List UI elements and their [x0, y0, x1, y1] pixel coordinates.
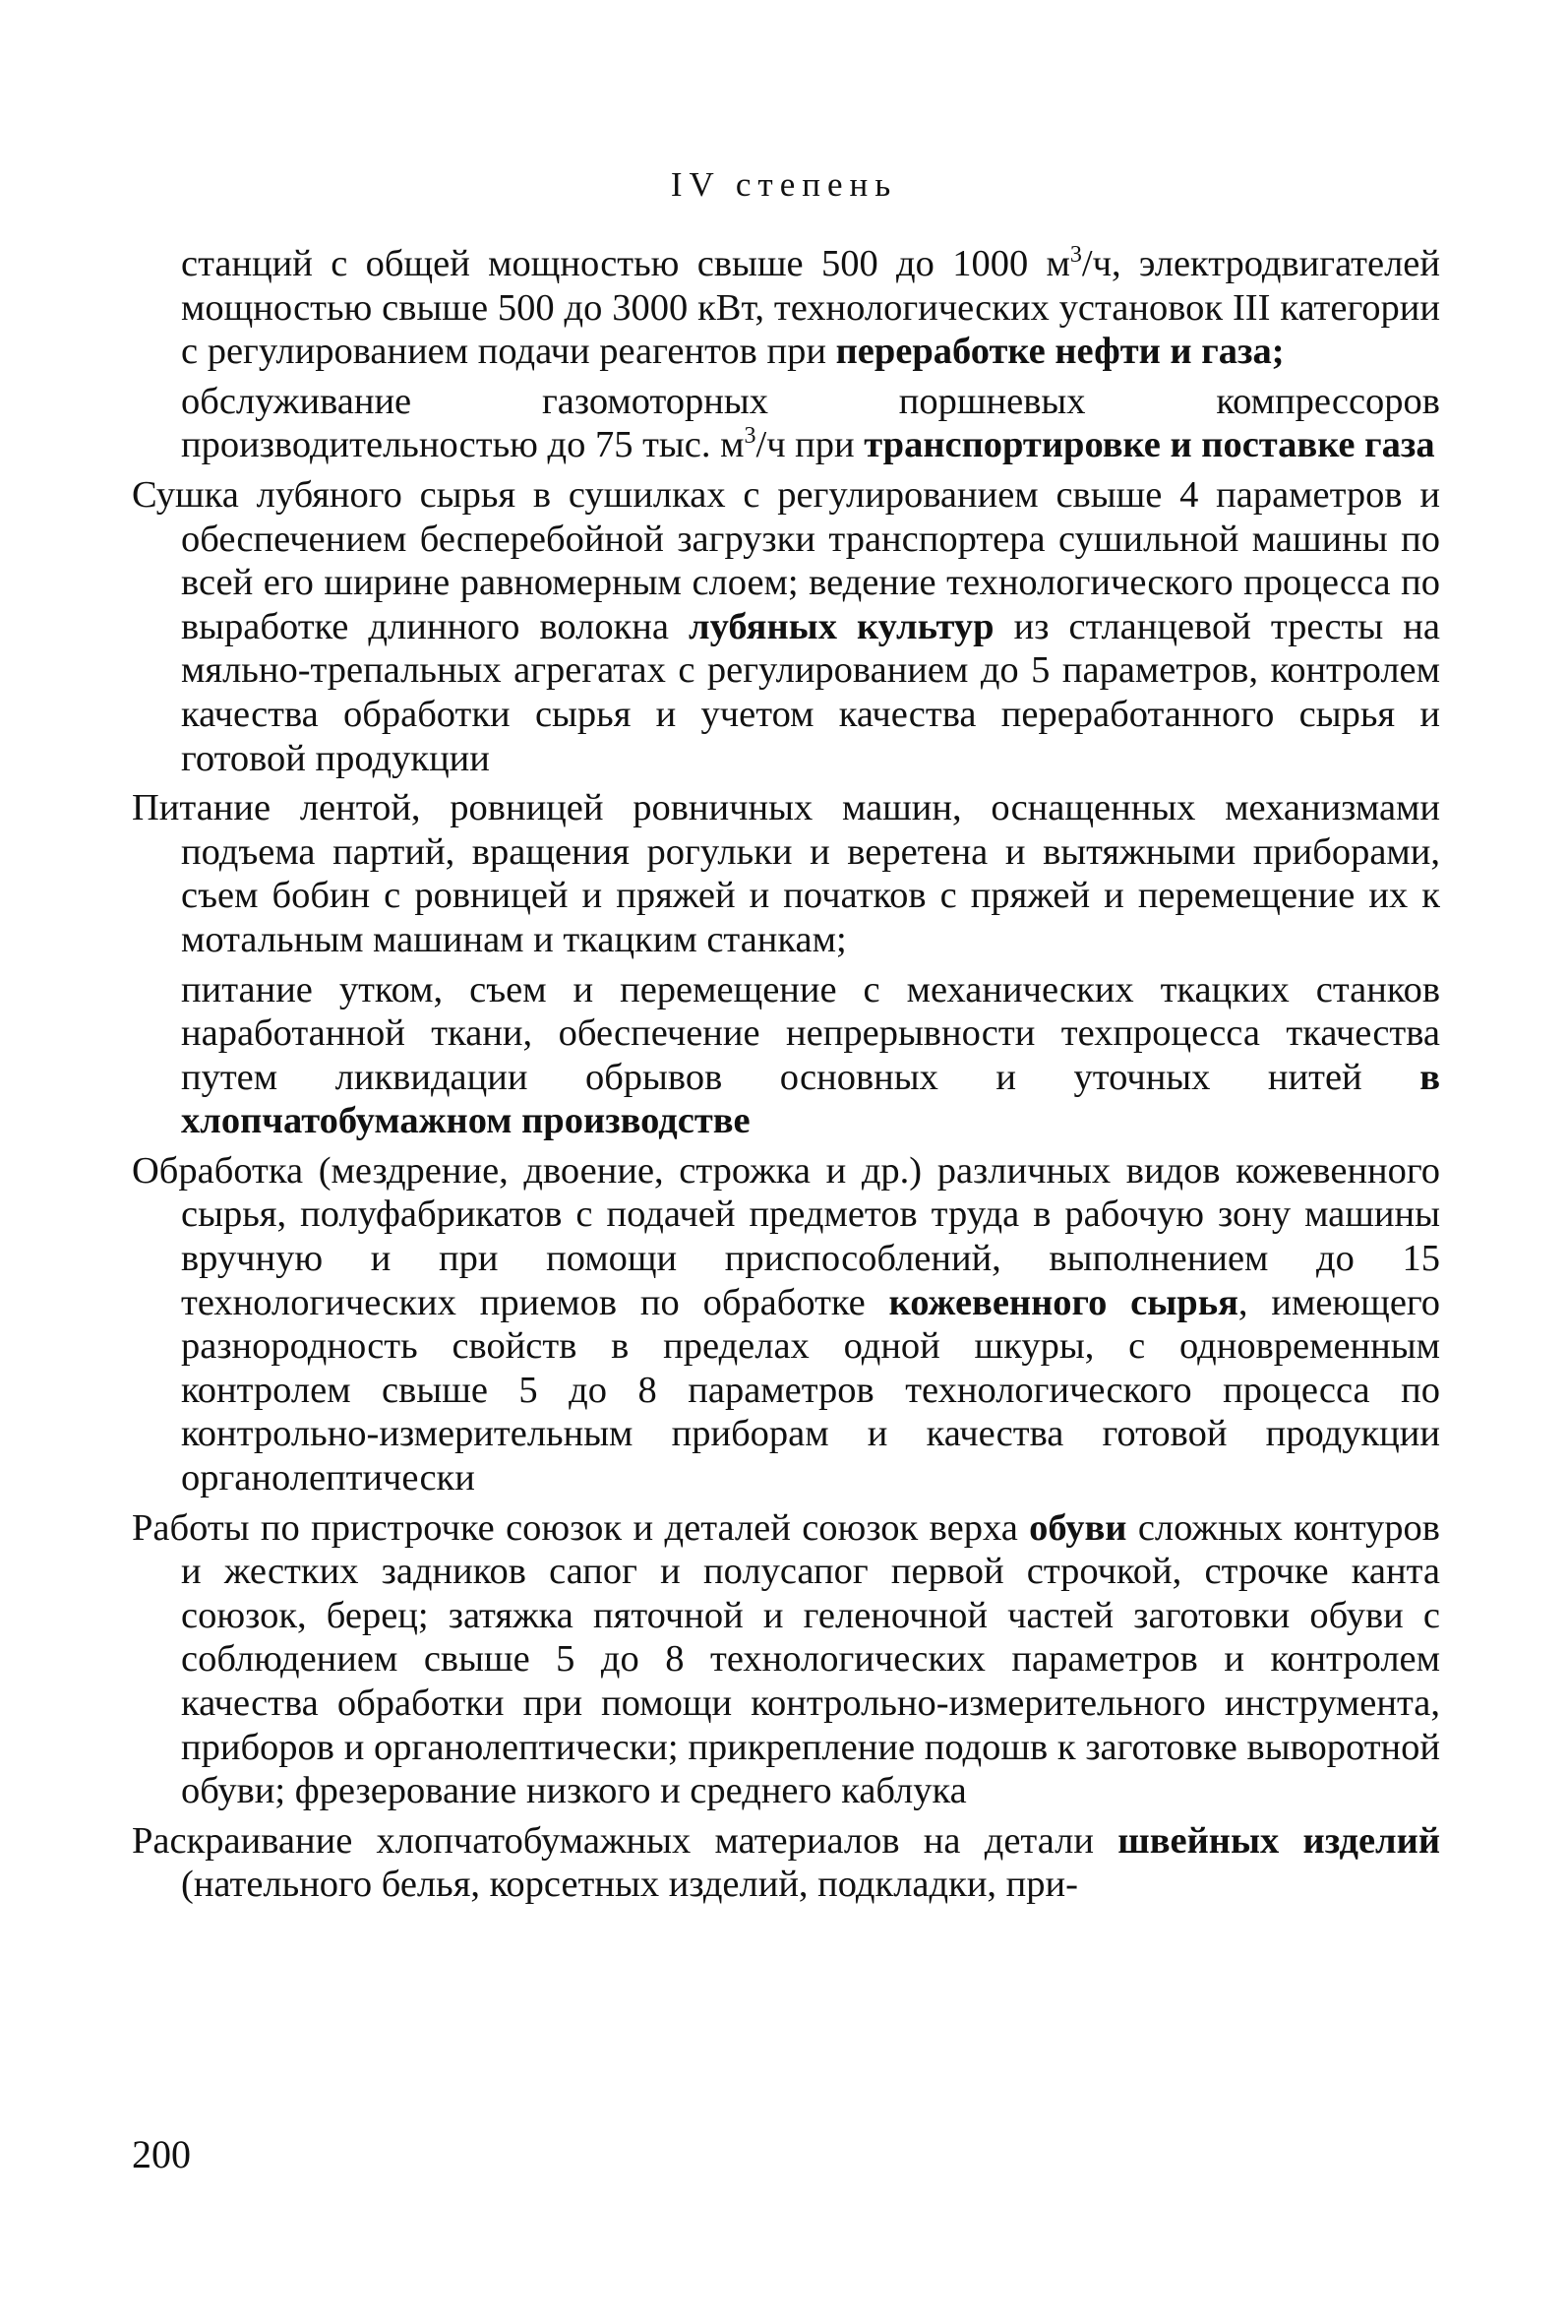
text-run: /ч, электродвигателей мощностью свыше 500 до 3000 кВт, технологических установок III категории с регулированием подачи реагентов при [181, 243, 1440, 373]
text-run: обслуживание газомоторных поршневых компрессоров производительностью до 75 тыс. м [181, 380, 1440, 466]
bold-term: лубяных культур [689, 605, 995, 647]
list-entry-continuation [132, 242, 1440, 374]
page-body [132, 242, 1440, 1907]
list-entry-continuation [132, 968, 1440, 1143]
text-run: Раскраивание хлопчатобумажных материалов на детали [132, 1819, 1118, 1862]
list-entry [132, 1149, 1440, 1500]
list-entry [132, 786, 1440, 961]
text-run: Сушка лубяного сырья в сушилках с регулированием свыше 4 параметров и обеспечением бесперебойной загрузки транспортера сушильной машины по всей его ширине равномерным слоем; ведение технологического процесса по выработке длинного волокна [132, 473, 1440, 647]
text-run: из стланцевой тресты на мяльно-трепальных агрегатах с регулированием до 5 параметров, контролем качества обработки сырья и учетом качества переработанного сырья и готовой продукции [181, 605, 1440, 779]
list-entry-continuation [132, 380, 1440, 467]
bold-term: в хлопчатобумажном производстве [181, 1056, 1440, 1142]
bold-term: обуви [1029, 1506, 1127, 1549]
page-number: 200 [132, 2132, 191, 2176]
bold-term: переработке нефти и газа; [835, 331, 1285, 373]
text-run: , имеющего разнородность свойств в пределах одной шкуры, с одновременным контролем свыше 5 до 8 параметров технологического процесса по контрольно-измерительным приборам и качества готовой продукции органолептически [181, 1281, 1440, 1499]
list-entry [132, 1506, 1440, 1813]
text-run: Питание лентой, ровницей ровничных машин, оснащенных механизмами подъема партий, вращения рогульки и веретена и вытяжными приборами, съем бобин с ровницей и пряжей и початков с пряжей и перемещение их к мотальным машинам и ткацким станкам; [132, 787, 1440, 960]
text-run: /ч при [755, 424, 865, 466]
text-run: Работы по пристрочке союзок и деталей союзок верха [132, 1506, 1030, 1549]
text-run: (нательного белья, корсетных изделий, подкладки, при- [181, 1864, 1078, 1906]
running-header: IV степень [670, 165, 898, 204]
list-entry [132, 473, 1440, 780]
superscript: 3 [744, 423, 756, 450]
bold-term: швейных изделий [1117, 1819, 1441, 1862]
bold-term: транспортировке и поставке газа [864, 424, 1435, 466]
text-run: питание утком, съем и перемещение с механических ткацких станков наработанной ткани, обеспечение непрерывности техпроцесса ткачества путем ликвидации обрывов основных и уточных нитей [181, 968, 1440, 1098]
superscript: 3 [1069, 242, 1082, 268]
text-run: Обработка (мездрение, двоение, строжка и др.) различных видов кожевенного сырья, полуфабрикатов с подачей предметов труда в рабочую зону машины вручную и при помощи приспособлений, выполнением до 15 технологических приемов по обработке [132, 1149, 1440, 1323]
list-entry [132, 1819, 1440, 1907]
text-run: сложных контуров и жестких задников сапог и полусапог первой строчкой, строчке канта союзок, берец; затяжка пяточной и геленочной частей заготовки обуви с соблюдением свыше 5 до 8 технологических параметров и контролем качества обработки при помощи контрольно-измерительного инструмента, приборов и органолептически; прикрепление подошв к заготовке выворотной обуви; фрезерование низкого и среднего каблука [181, 1506, 1440, 1812]
bold-term: кожевенного сырья [888, 1281, 1238, 1323]
text-run: станций с общей мощностью свыше 500 до 1000 м [181, 243, 1070, 284]
